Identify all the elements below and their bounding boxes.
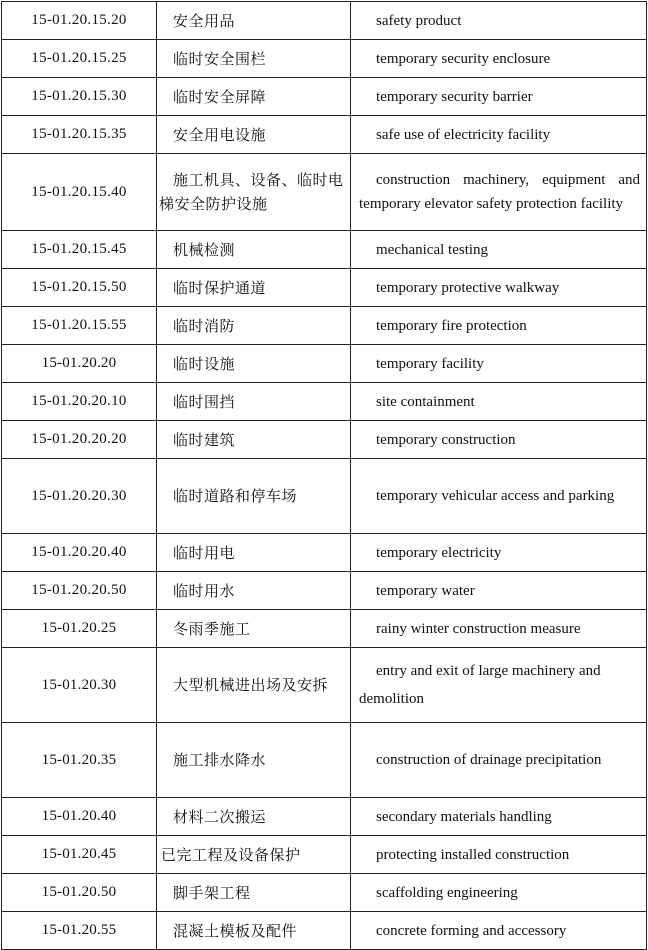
row-code: 15-01.20.15.45 bbox=[2, 231, 157, 269]
row-english-term: entry and exit of large machinery and demolition bbox=[351, 648, 647, 723]
row-chinese-term: 临时消防 bbox=[157, 307, 351, 345]
row-english-term: rainy winter construction measure bbox=[351, 610, 647, 648]
table-row bbox=[2, 231, 647, 269]
row-chinese-term: 临时设施 bbox=[157, 345, 351, 383]
row-chinese-term: 脚手架工程 bbox=[157, 874, 351, 912]
row-code: 15-01.20.20.10 bbox=[2, 383, 157, 421]
row-english-term: construction of drainage precipitation bbox=[351, 723, 647, 798]
row-code: 15-01.20.25 bbox=[2, 610, 157, 648]
row-english-term: temporary vehicular access and parking bbox=[351, 459, 647, 534]
row-english-term: temporary security barrier bbox=[351, 78, 647, 116]
row-code: 15-01.20.15.25 bbox=[2, 40, 157, 78]
row-code: 15-01.20.15.35 bbox=[2, 116, 157, 154]
table-row bbox=[2, 345, 647, 383]
table-row bbox=[2, 116, 647, 154]
row-code: 15-01.20.45 bbox=[2, 836, 157, 874]
row-english-term: concrete forming and accessory bbox=[351, 912, 647, 950]
table-row bbox=[2, 269, 647, 307]
row-code: 15-01.20.15.50 bbox=[2, 269, 157, 307]
row-english-term: safe use of electricity facility bbox=[351, 116, 647, 154]
table-row bbox=[2, 307, 647, 345]
row-chinese-term: 安全用电设施 bbox=[157, 116, 351, 154]
table-row bbox=[2, 383, 647, 421]
row-chinese-term: 大型机械进出场及安拆 bbox=[157, 648, 351, 723]
row-code: 15-01.20.20.20 bbox=[2, 421, 157, 459]
row-chinese-term: 混凝土模板及配件 bbox=[157, 912, 351, 950]
row-chinese-term: 材料二次搬运 bbox=[157, 798, 351, 836]
row-english-term: construction machinery, equipment and temporary elevator safety protection facility bbox=[351, 154, 647, 231]
row-code: 15-01.20.35 bbox=[2, 723, 157, 798]
row-code: 15-01.20.15.40 bbox=[2, 154, 157, 231]
table-row bbox=[2, 874, 647, 912]
row-code: 15-01.20.30 bbox=[2, 648, 157, 723]
row-code: 15-01.20.15.20 bbox=[2, 2, 157, 40]
row-chinese-term: 临时安全屏障 bbox=[157, 78, 351, 116]
table-row bbox=[2, 912, 647, 950]
row-code: 15-01.20.20.40 bbox=[2, 534, 157, 572]
table-row bbox=[2, 154, 647, 231]
table-row bbox=[2, 78, 647, 116]
row-english-term: site containment bbox=[351, 383, 647, 421]
terminology-table bbox=[1, 1, 647, 950]
table-row bbox=[2, 836, 647, 874]
row-code: 15-01.20.20.30 bbox=[2, 459, 157, 534]
row-code: 15-01.20.55 bbox=[2, 912, 157, 950]
table-row bbox=[2, 723, 647, 798]
table-row bbox=[2, 2, 647, 40]
table-row bbox=[2, 421, 647, 459]
row-chinese-term: 临时安全围栏 bbox=[157, 40, 351, 78]
row-chinese-term: 临时道路和停车场 bbox=[157, 459, 351, 534]
row-chinese-term: 临时用电 bbox=[157, 534, 351, 572]
row-english-term: protecting installed construction bbox=[351, 836, 647, 874]
row-chinese-term: 施工机具、设备、临时电梯安全防护设施 bbox=[157, 154, 351, 231]
table-row bbox=[2, 572, 647, 610]
table-row bbox=[2, 648, 647, 723]
table-row bbox=[2, 459, 647, 534]
row-english-term: temporary electricity bbox=[351, 534, 647, 572]
row-chinese-term: 冬雨季施工 bbox=[157, 610, 351, 648]
row-code: 15-01.20.50 bbox=[2, 874, 157, 912]
row-code: 15-01.20.15.30 bbox=[2, 78, 157, 116]
row-chinese-term: 施工排水降水 bbox=[157, 723, 351, 798]
row-chinese-term: 临时用水 bbox=[157, 572, 351, 610]
row-english-term: temporary protective walkway bbox=[351, 269, 647, 307]
table-row bbox=[2, 610, 647, 648]
row-english-term: temporary construction bbox=[351, 421, 647, 459]
row-english-term: scaffolding engineering bbox=[351, 874, 647, 912]
row-code: 15-01.20.20.50 bbox=[2, 572, 157, 610]
row-chinese-term: 安全用品 bbox=[157, 2, 351, 40]
row-chinese-term: 机械检测 bbox=[157, 231, 351, 269]
row-code: 15-01.20.15.55 bbox=[2, 307, 157, 345]
row-english-term: safety product bbox=[351, 2, 647, 40]
row-english-term: mechanical testing bbox=[351, 231, 647, 269]
row-code: 15-01.20.20 bbox=[2, 345, 157, 383]
row-english-term: temporary water bbox=[351, 572, 647, 610]
table-row bbox=[2, 534, 647, 572]
row-english-term: temporary facility bbox=[351, 345, 647, 383]
row-chinese-term: 临时保护通道 bbox=[157, 269, 351, 307]
row-english-term: temporary fire protection bbox=[351, 307, 647, 345]
row-chinese-term: 临时建筑 bbox=[157, 421, 351, 459]
row-english-term: secondary materials handling bbox=[351, 798, 647, 836]
table-row bbox=[2, 798, 647, 836]
table-row bbox=[2, 40, 647, 78]
row-chinese-term: 已完工程及设备保护 bbox=[157, 836, 351, 874]
row-code: 15-01.20.40 bbox=[2, 798, 157, 836]
row-english-term: temporary security enclosure bbox=[351, 40, 647, 78]
row-chinese-term: 临时围挡 bbox=[157, 383, 351, 421]
